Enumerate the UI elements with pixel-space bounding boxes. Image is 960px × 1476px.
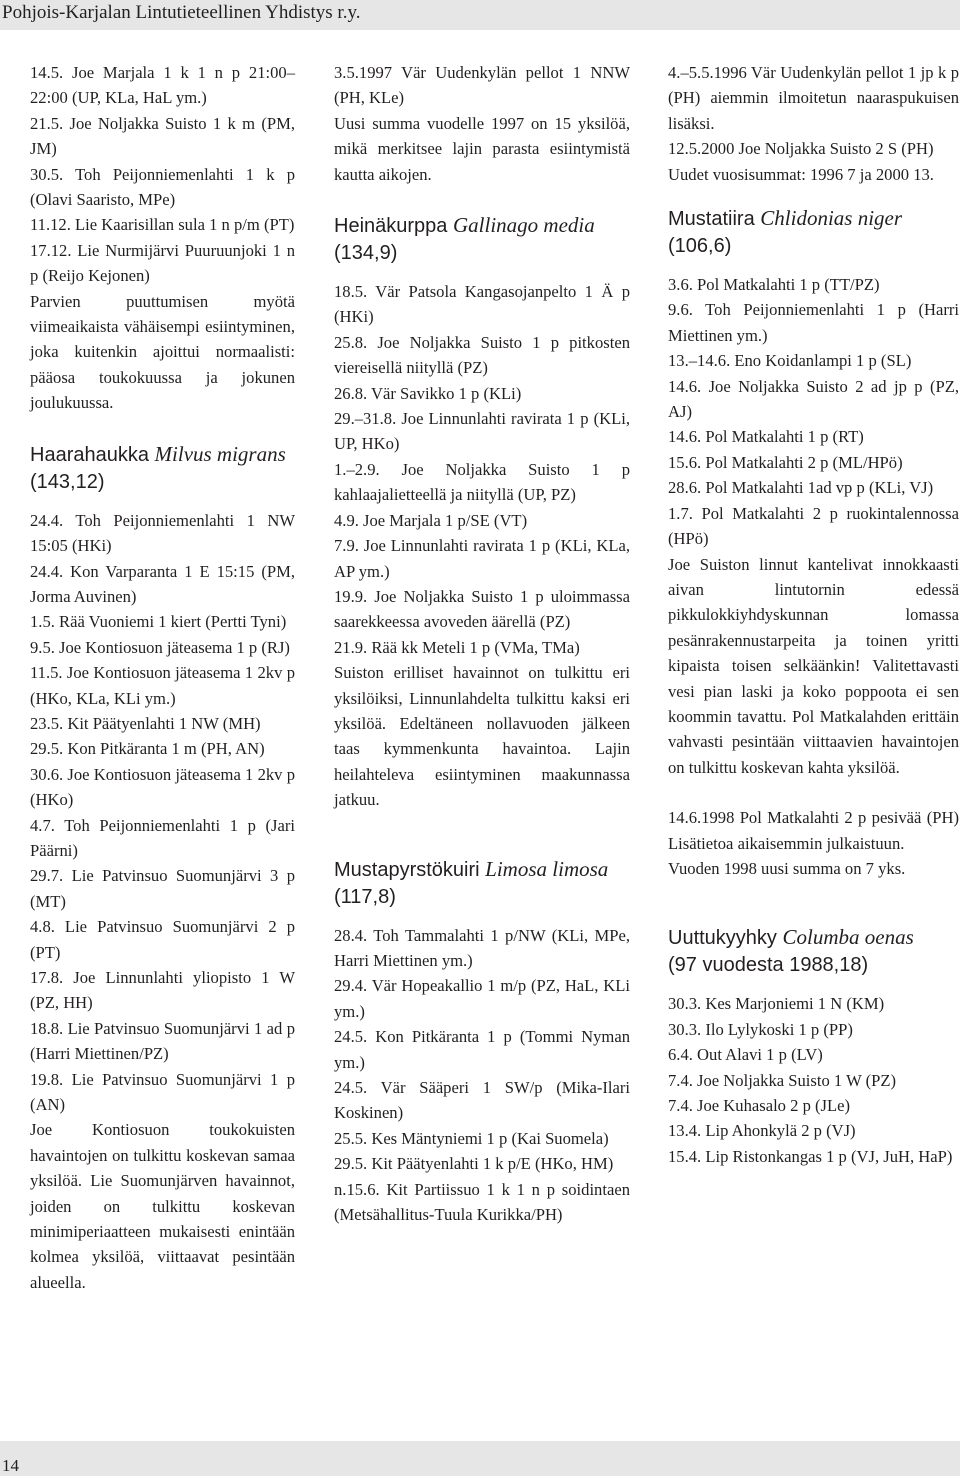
- record: 30.3. Kes Marjoniemi 1 N (KM): [668, 994, 885, 1014]
- record: 29.–31.8. Joe Linnunlahti ravirata 1 p (KLi, UP, HKo): [334, 409, 630, 454]
- record: 7.9. Joe Linnunlahti ravirata 1 p (KLi, KLa, AP ym.): [334, 536, 630, 581]
- record: 7.4. Joe Noljakka Suisto 1 W (PZ): [668, 1070, 897, 1090]
- commentary: Uusi summa vuodelle 1997 on 15 yksilöä, mikä merkitsee lajin parasta esiintymistä kautta aikojen.: [334, 113, 630, 184]
- species-latin: Chlidonias niger: [760, 206, 903, 231]
- record: 24.5. Vär Sääperi 1 SW/p (Mika-Ilari Koskinen): [334, 1078, 630, 1123]
- record: 4.9. Joe Marjala 1 p/SE (VT): [334, 510, 528, 530]
- commentary: Uudet vuosisummat: 1996 7 ja 2000 13.: [668, 164, 934, 184]
- species-count: (134,9): [334, 242, 398, 265]
- header-title: Pohjois-Karjalan Lintutieteellinen Yhdistys r.y.: [2, 2, 361, 23]
- record: 29.7. Lie Patvinsuo Suomunjärvi 3 p (MT): [30, 866, 295, 911]
- record: 18.5. Vär Patsola Kangasojanpelto 1 Ä p (HKi): [334, 282, 630, 327]
- record: 13.4. Lip Ahonkylä 2 p (VJ): [668, 1121, 856, 1141]
- page-header: [0, 0, 960, 30]
- record: 17.8. Joe Linnunlahti yliopisto 1 W (PZ, HH): [30, 968, 295, 1013]
- species-count: (97 vuodesta 1988,18): [668, 954, 869, 977]
- record: 11.12. Lie Kaarisillan sula 1 n p/m (PT): [30, 215, 295, 235]
- record: 11.5. Joe Kontiosuon jäteasema 1 2kv p (HKo, KLa, KLi ym.): [30, 663, 295, 708]
- record: 21.5. Joe Noljakka Suisto 1 k m (PM, JM): [30, 113, 295, 159]
- record: 3.6. Pol Matkalahti 1 p (TT/PZ): [668, 275, 880, 295]
- record: 1.–2.9. Joe Noljakka Suisto 1 p kahlaajalietteellä ja niityllä (UP, PZ): [334, 459, 630, 505]
- record: 30.3. Ilo Lylykoski 1 p (PP): [668, 1019, 853, 1039]
- commentary: Suiston erilliset havainnot on tulkittu eri yksilöiksi, Linnunlahdelta tulkittu kaksi eri yksilöä. Edeltäneen nollavuoden jälkeen taas kymmenkunta havaintoa. Lajin heilahteleva esiintyminen maakunnassa jatkuu.: [334, 663, 630, 810]
- record: 13.–14.6. Eno Koidanlampi 1 p (SL): [668, 351, 912, 371]
- species-heading: [334, 856, 630, 911]
- species-name: Uuttukyyhky: [668, 927, 777, 950]
- column-2: [334, 60, 630, 1227]
- record: 14.5. Joe Marjala 1 k 1 n p 21:00–22:00 (UP, KLa, HaL ym.): [30, 63, 295, 108]
- record: 25.5. Kes Mäntyniemi 1 p (Kai Suomela): [334, 1128, 609, 1148]
- record: 24.4. Kon Varparanta 1 E 15:15 (PM, Jorma Auvinen): [30, 561, 295, 606]
- species-latin: Gallinago media: [452, 213, 595, 238]
- record: 29.5. Kon Pitkäranta 1 m (PH, AN): [30, 739, 265, 759]
- record: 4.8. Lie Patvinsuo Suomunjärvi 2 p (PT): [30, 917, 295, 962]
- species-count: (117,8): [334, 885, 396, 908]
- commentary: Vuoden 1998 uusi summa on 7 yks.: [668, 858, 906, 878]
- record: 14.6. Pol Matkalahti 1 p (RT): [668, 427, 864, 447]
- species-name: Heinäkurppa: [334, 215, 448, 238]
- record: 15.6. Pol Matkalahti 2 p (ML/HPö): [668, 452, 903, 472]
- species-name: Haarahaukka: [30, 443, 149, 466]
- record: 4.–5.5.1996 Vär Uudenkylän pellot 1 jp k p (PH) aiemmin ilmoitetun naaraspukuisen lisäksi.: [668, 63, 959, 133]
- species-latin: Columba oenas: [782, 925, 914, 950]
- record: 7.4. Joe Kuhasalo 2 p (JLe): [668, 1096, 851, 1115]
- species-heading: [334, 212, 630, 267]
- species-latin: Limosa limosa: [485, 856, 609, 881]
- record: 26.8. Vär Savikko 1 p (KLi): [334, 383, 522, 403]
- commentary: Joe Kontiosuon toukokuisten havaintojen on tulkittu koskevan samaa yksilöä. Lie Suomunjärven havainnot, joiden on tulkittu koskevan minimiperiaatteen mukaisesti enintään kolmea yksilöä, viittaavat pesintään alueella.: [30, 1120, 295, 1292]
- record: 4.7. Toh Peijonniemenlahti 1 p (Jari Päärni): [30, 815, 295, 860]
- commentary: Parvien puuttumisen myötä viimeaikaista vähäisempi esiintyminen, joka kuitenkin ajoittui normaalisti: pääosa toukokuussa ja jokunen joulukuussa.: [30, 291, 295, 413]
- record: 24.5. Kon Pitkäranta 1 p (Tommi Nyman ym.): [334, 1027, 630, 1072]
- column-1: [30, 60, 295, 1295]
- record: 12.5.2000 Joe Noljakka Suisto 2 S (PH): [668, 139, 934, 159]
- page-number: 14: [2, 1456, 19, 1475]
- record: 18.8. Lie Patvinsuo Suomunjärvi 1 ad p (Harri Miettinen/PZ): [30, 1018, 295, 1064]
- page-footer: [0, 1441, 960, 1476]
- record: 17.12. Lie Nurmijärvi Puuruunjoki 1 n p (Reijo Kejonen): [30, 240, 295, 286]
- record: 28.4. Toh Tammalahti 1 p/NW (KLi, MPe, Harri Miettinen ym.): [334, 925, 630, 970]
- species-heading: [30, 441, 295, 496]
- record: 6.4. Out Alavi 1 p (LV): [668, 1045, 823, 1065]
- record: 19.9. Joe Noljakka Suisto 1 p uloimmassa saarekkeessa avoveden äärellä (PZ): [334, 586, 630, 632]
- species-latin: Milvus migrans: [154, 441, 286, 466]
- record: 29.4. Vär Hopeakallio 1 m/p (PZ, HaL, KLi ym.): [334, 976, 630, 1021]
- record: 1.5. Rää Vuoniemi 1 kiert (Pertti Tyni): [30, 612, 287, 632]
- species-name: Mustatiira: [668, 208, 755, 231]
- commentary: Joe Suiston linnut kantelivat innokkaasti aivan lintutornin edessä pikkulokkiyhdyskunnan lomassa pesänrakennustarpeita ja toinen yritti kipaista toisen selkäänkin! Valitettavasti vesi pian laski ja koko poppoota ei sen koommin tavattu. Pol Matkalahden erittäin vahvasti pesintään viittaavien havaintojen on tulkittu koskevan kahta yksilöä.: [668, 554, 959, 777]
- record: 14.6.1998 Pol Matkalahti 2 p pesivää (PH) Lisätietoa aikaisemmin julkaistuun.: [668, 808, 959, 853]
- record: 29.5. Kit Päätyenlahti 1 k p/E (HKo, HM): [334, 1154, 614, 1174]
- record: 14.6. Joe Noljakka Suisto 2 ad jp p (PZ, AJ): [668, 376, 959, 422]
- record: 25.8. Joe Noljakka Suisto 1 p pitkosten viereisellä niityllä (PZ): [334, 332, 630, 378]
- record: 30.6. Joe Kontiosuon jäteasema 1 2kv p (HKo): [30, 764, 295, 810]
- record: 3.5.1997 Vär Uudenkylän pellot 1 NNW (PH, KLe): [334, 63, 630, 108]
- record: 15.4. Lip Ristonkangas 1 p (VJ, JuH, HaP): [668, 1146, 953, 1166]
- species-count: (106,6): [668, 235, 732, 258]
- record: 28.6. Pol Matkalahti 1ad vp p (KLi, VJ): [668, 478, 934, 498]
- record: 9.6. Toh Peijonniemenlahti 1 p (Harri Miettinen ym.): [668, 300, 959, 345]
- species-name: Mustapyrstökuiri: [334, 858, 480, 881]
- record: 24.4. Toh Peijonniemenlahti 1 NW 15:05 (HKi): [30, 510, 295, 556]
- species-count: (143,12): [30, 470, 105, 493]
- record: 30.5. Toh Peijonniemenlahti 1 k p (Olavi Saaristo, MPe): [30, 164, 295, 210]
- species-heading: [668, 205, 959, 260]
- record: 21.9. Rää kk Meteli 1 p (VMa, TMa): [334, 637, 580, 657]
- record: 23.5. Kit Päätyenlahti 1 NW (MH): [30, 713, 261, 733]
- species-heading: [668, 924, 959, 979]
- record: n.15.6. Kit Partiissuo 1 k 1 n p soidintaen (Metsähallitus-Tuula Kurikka/PH): [334, 1179, 630, 1225]
- column-3: [668, 60, 959, 1169]
- record: 1.7. Pol Matkalahti 2 p ruokintalennossa (HPö): [668, 503, 959, 549]
- record: 19.8. Lie Patvinsuo Suomunjärvi 1 p (AN): [30, 1069, 295, 1115]
- record: 9.5. Joe Kontiosuon jäteasema 1 p (RJ): [30, 637, 290, 657]
